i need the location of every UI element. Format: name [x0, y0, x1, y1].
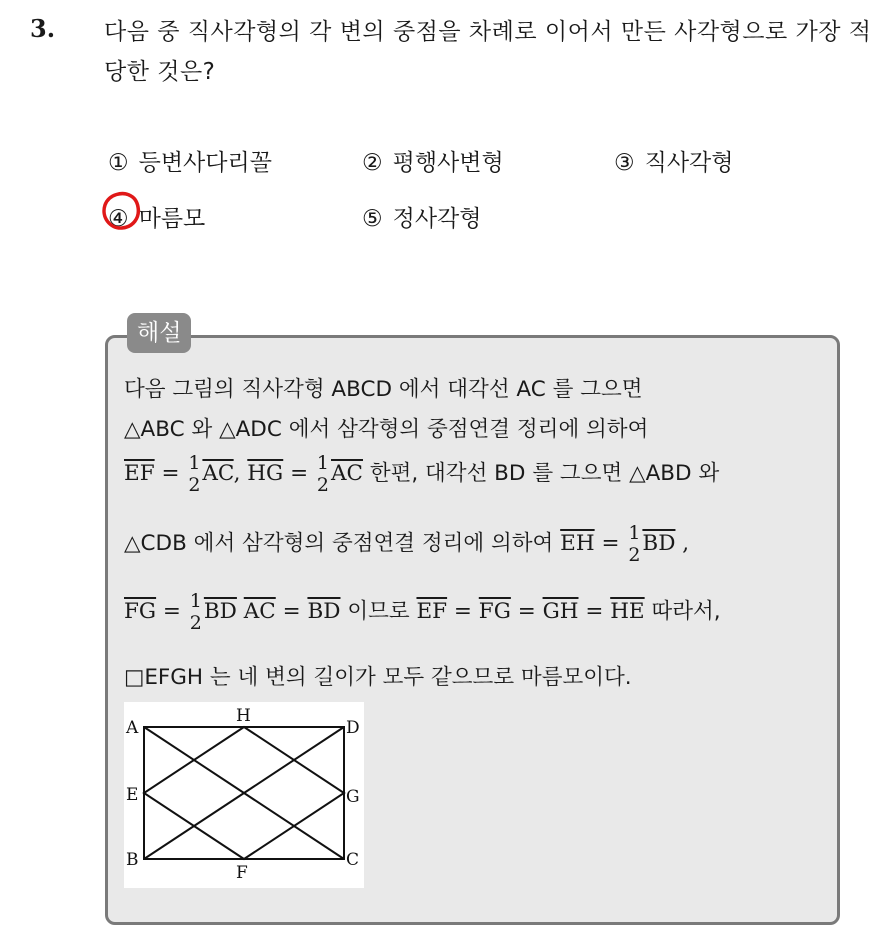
fraction-half: 1 2 [189, 590, 202, 634]
label-b: B [126, 850, 139, 870]
answer-circle-mark [101, 190, 143, 232]
choice-2[interactable] [362, 144, 504, 177]
fraction-half: 1 2 [316, 452, 330, 496]
choice-marker: ② [362, 150, 383, 176]
choice-label: 등변사다리꼴 [138, 150, 272, 176]
fraction-half: 1 2 [188, 452, 201, 496]
label-c: C [346, 850, 360, 870]
label-d: D [346, 718, 360, 738]
label-f: F [236, 863, 248, 883]
label-g: G [346, 787, 360, 807]
label-e: E [126, 785, 139, 805]
choice-1[interactable] [108, 144, 272, 177]
choice-marker: ① [108, 150, 129, 176]
choice-label: 마름모 [138, 206, 206, 232]
choice-3[interactable] [614, 144, 734, 177]
question-text: 다음 중 직사각형의 각 변의 중점을 차례로 이어서 만든 사각형으로 가장 적당한 것은? [104, 19, 872, 85]
question-number: 3. [30, 14, 56, 43]
fraction-half: 1 2 [628, 522, 641, 566]
solution-line-5: $\overline{FG}$ = 1 2 $\overline{BD}$ $\overline{AC} = \overline{BD}$ 이므로 $\overline{EF} = \overline{FG} = \overline{GH} = \overline{HE}$ 따라서, [124, 590, 721, 634]
solution-line-3: $\overline{EF}$ = 1 2 $\overline{AC}$, $\overline{HG}$ = 1 2 $\overline{AC}$ 한편, 대각선 BD 를 그으면 △ABD 와 [124, 452, 720, 496]
label-a: A [126, 718, 139, 738]
choice-label: 직사각형 [644, 150, 734, 176]
solution-line-2: △ABC 와 △ADC 에서 삼각형의 중점연결 정리에 의하여 [124, 417, 649, 442]
choice-label: 평행사변형 [392, 150, 504, 176]
choice-marker: ③ [614, 150, 635, 176]
choice-marker: ⑤ [362, 206, 383, 232]
choice-5[interactable] [362, 200, 482, 233]
solution-line-1: 다음 그림의 직사각형 ABCD 에서 대각선 AC 를 그으면 [124, 377, 643, 402]
solution-tag: 해설 [127, 313, 191, 353]
choice-label: 정사각형 [392, 206, 482, 232]
label-h: H [236, 706, 251, 726]
solution-line-6: □EFGH 는 네 변의 길이가 모두 같으므로 마름모이다. [124, 665, 632, 690]
choice-marker: ④ [108, 206, 129, 232]
solution-line-4: △CDB 에서 삼각형의 중점연결 정리에 의하여 $\overline{EH}$ = 1 2 $\overline{BD}$ , [124, 522, 690, 566]
rectangle-figure [124, 702, 364, 888]
